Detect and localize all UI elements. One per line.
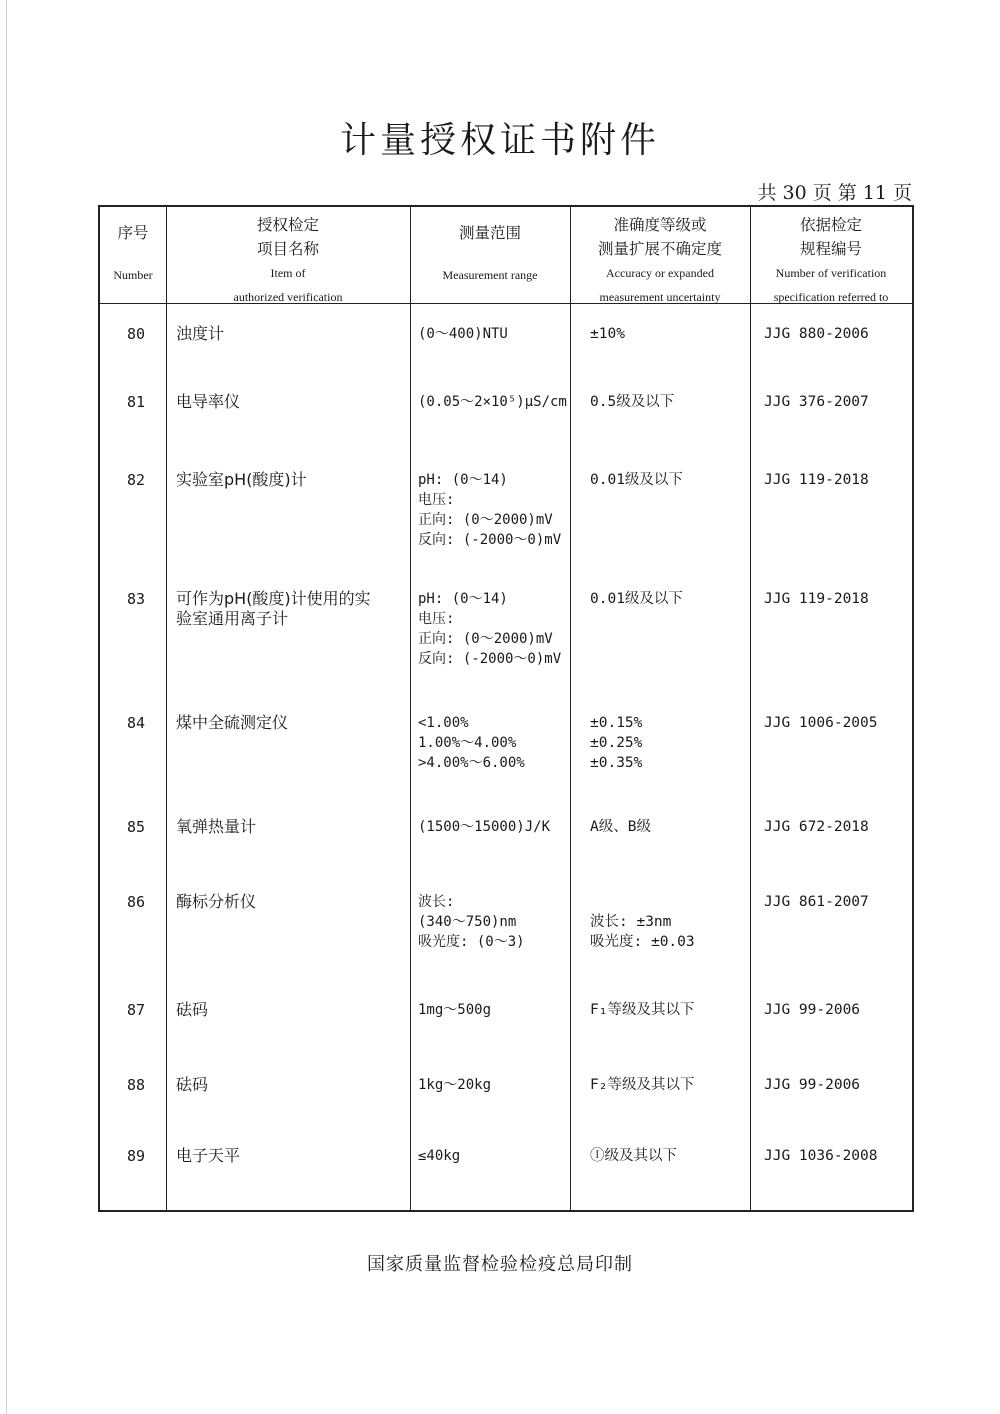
column-divider <box>410 207 411 1210</box>
header-accuracy-cn: 准确度等级或 测量扩展不确定度 <box>597 216 722 258</box>
row-spec: JJG 99-2006 <box>764 1077 861 1093</box>
header-number-en: Number <box>113 268 153 282</box>
row-accuracy: F₂等级及其以下 <box>590 1077 695 1093</box>
row-item-name: 实验室pH(酸度)计 <box>176 470 307 489</box>
header-item-en: Item of authorized verification <box>233 266 343 304</box>
row-accuracy: ±10% <box>590 326 625 342</box>
column-divider <box>166 207 167 1210</box>
row-range: 波长: (340～750)nm 吸光度: (0～3) <box>418 894 525 950</box>
row-item-name: 砝码 <box>176 1000 209 1019</box>
row-range: (0～400)NTU <box>418 326 508 342</box>
header-spec <box>750 207 912 303</box>
row-accuracy: F₁等级及其以下 <box>590 1002 695 1018</box>
header-item-cn: 授权检定 项目名称 <box>256 216 319 258</box>
row-number: 81 <box>126 393 146 411</box>
row-spec: JJG 376-2007 <box>764 394 869 410</box>
header-spec-en: Number of verification specification referred to <box>773 266 889 304</box>
row-number: 89 <box>126 1147 146 1165</box>
row-range: 1kg～20kg <box>418 1077 492 1093</box>
row-spec: JJG 1006-2005 <box>764 715 878 731</box>
row-accuracy: A级、B级 <box>590 819 651 835</box>
row-item-name: 电导率仪 <box>176 392 241 411</box>
page-indicator: 共 30 页 第 11 页 <box>757 182 912 204</box>
row-range: pH: (0～14) 电压: 正向: (0～2000)mV 反向: (-2000～0)mV <box>418 591 562 667</box>
header-number <box>100 207 166 303</box>
footer-issuer: 国家质量监督检验检疫总局印制 <box>367 1254 633 1275</box>
row-spec: JJG 99-2006 <box>764 1002 861 1018</box>
row-spec: JJG 880-2006 <box>764 326 869 342</box>
header-number-cn: 序号 <box>117 224 149 242</box>
row-accuracy: ±0.15% ±0.25% ±0.35% <box>590 715 643 771</box>
header-range <box>410 207 570 303</box>
row-item-name: 砝码 <box>176 1075 209 1094</box>
header-item <box>166 207 410 303</box>
row-item-name: 可作为pH(酸度)计使用的实 验室通用离子计 <box>176 589 371 628</box>
row-item-name: 酶标分析仪 <box>176 892 257 911</box>
row-number: 80 <box>126 325 146 343</box>
row-number: 87 <box>126 1001 146 1019</box>
row-spec: JJG 119-2018 <box>764 472 869 488</box>
header-accuracy <box>570 207 750 303</box>
row-number: 83 <box>126 590 146 608</box>
row-item-name: 氧弹热量计 <box>176 817 257 836</box>
row-accuracy: 波长: ±3nm 吸光度: ±0.03 <box>590 914 695 950</box>
row-range: 1mg～500g <box>418 1002 492 1018</box>
header-spec-cn: 依据检定 规程编号 <box>799 216 862 258</box>
row-accuracy: 0.01级及以下 <box>590 591 683 607</box>
scan-edge <box>6 0 7 1414</box>
row-spec: JJG 861-2007 <box>764 894 869 910</box>
document-title: 计量授权证书附件 <box>339 120 660 161</box>
column-divider <box>750 207 751 1210</box>
row-number: 82 <box>126 471 146 489</box>
header-range-en: Measurement range <box>442 268 538 282</box>
row-item-name: 煤中全硫测定仪 <box>176 713 289 732</box>
header-range-cn: 测量范围 <box>458 224 521 242</box>
row-spec: JJG 672-2018 <box>764 819 869 835</box>
row-item-name: 浊度计 <box>176 324 225 343</box>
row-accuracy: 0.5级及以下 <box>590 394 675 410</box>
row-accuracy: Ⓘ级及其以下 <box>590 1148 677 1164</box>
row-range: (0.05～2×10⁵)μS/cm <box>418 394 567 410</box>
column-divider <box>570 207 571 1210</box>
row-range: <1.00% 1.00%～4.00% >4.00%～6.00% <box>418 715 525 771</box>
header-accuracy-en: Accuracy or expanded measurement uncertainty <box>599 266 721 304</box>
row-number: 86 <box>126 893 146 911</box>
row-spec: JJG 1036-2008 <box>764 1148 878 1164</box>
row-number: 88 <box>126 1076 146 1094</box>
row-spec: JJG 119-2018 <box>764 591 869 607</box>
row-number: 85 <box>126 818 146 836</box>
row-range: ≤40kg <box>418 1148 461 1164</box>
row-accuracy: 0.01级及以下 <box>590 472 683 488</box>
row-range: (1500～15000)J/K <box>418 819 551 835</box>
row-number: 84 <box>126 714 146 732</box>
authorization-table <box>98 205 914 1212</box>
row-item-name: 电子天平 <box>176 1146 241 1165</box>
row-range: pH: (0～14) 电压: 正向: (0～2000)mV 反向: (-2000～0)mV <box>418 472 562 548</box>
